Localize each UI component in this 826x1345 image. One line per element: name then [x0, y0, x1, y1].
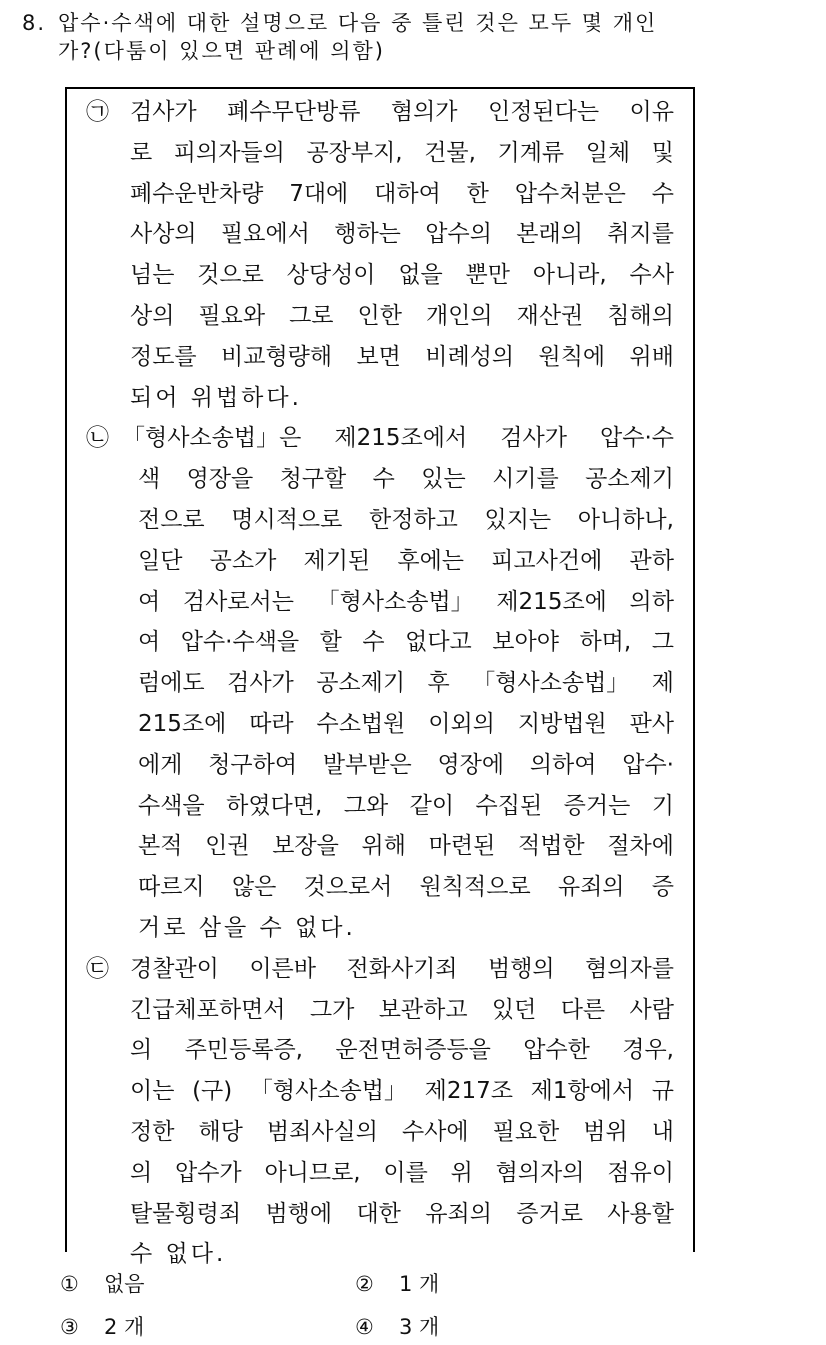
word: 여: [138, 629, 161, 655]
option-number: ④: [355, 1315, 374, 1339]
word: 그가: [309, 997, 355, 1023]
word: 정한: [130, 1119, 175, 1145]
word: 럼에도: [138, 670, 205, 696]
word: 없을: [398, 262, 443, 288]
option-text: 3 개: [399, 1315, 440, 1339]
word: 한정하고: [369, 507, 458, 533]
statement-text: [138, 505, 674, 535]
word: 상의: [130, 303, 175, 329]
option-number: ①: [60, 1272, 79, 1296]
word: 따라: [249, 711, 294, 737]
statement-text: [138, 587, 674, 617]
word: 보아야: [492, 629, 559, 655]
statement-text: [138, 872, 674, 902]
word: 경우,: [622, 1037, 674, 1063]
word: 긴급체포하면서: [130, 997, 286, 1023]
statement-text: [130, 1076, 674, 1106]
word: 사용할: [607, 1201, 674, 1227]
word: 있던: [491, 997, 537, 1023]
option-1[interactable]: [60, 1269, 145, 1299]
word: 본적: [138, 833, 183, 859]
statement-text: [138, 750, 674, 780]
word: 기계류: [497, 140, 565, 166]
word: 범행의: [487, 956, 555, 982]
word: 수: [362, 629, 385, 655]
word: 수집된: [475, 793, 543, 819]
word: 및: [651, 140, 674, 166]
word: 보장을: [272, 833, 339, 859]
word: 의하: [629, 589, 674, 615]
word: 일단: [138, 548, 183, 574]
word: 「형사소송법」: [316, 589, 474, 615]
statement-text: [138, 546, 674, 576]
word: 혐의자의: [495, 1160, 585, 1186]
word: 압수한: [523, 1037, 590, 1063]
statement-text: [130, 1158, 674, 1188]
word: 판사: [629, 711, 674, 737]
statement-text: 거로 삼을 수 없다.: [138, 915, 356, 941]
word: 유죄의: [557, 874, 625, 900]
word: 인한: [357, 303, 402, 329]
word: 제215조에서: [334, 425, 468, 451]
statement-text: [130, 954, 674, 984]
word: 같이: [409, 793, 455, 819]
statement-text: 수 없다.: [130, 1241, 227, 1267]
question-text: 가?(다툼이 있으면 판례에 의함): [58, 39, 385, 63]
statement-text: [130, 301, 674, 331]
word: 취지를: [607, 221, 674, 247]
word: 의하여: [529, 752, 597, 778]
word: 침해의: [607, 303, 674, 329]
statement-text: [138, 668, 674, 698]
word: 대하여: [374, 181, 441, 207]
word: 마련된: [428, 833, 496, 859]
word: 기: [651, 793, 674, 819]
word: 피고사건에: [491, 548, 603, 574]
word: 이를: [383, 1160, 428, 1186]
option-text: 2 개: [104, 1315, 145, 1339]
statement-text: [138, 464, 674, 494]
word: 검사가: [500, 425, 567, 451]
option-text: 1 개: [399, 1272, 440, 1296]
word: 압수·: [622, 752, 674, 778]
word: 보면: [356, 344, 401, 370]
word: 비례성의: [425, 344, 515, 370]
word: 피의자들의: [173, 140, 285, 166]
word: 검사가: [227, 670, 294, 696]
word: 따르지: [138, 874, 205, 900]
word: 영장을: [186, 466, 254, 492]
word: 공장부지,: [306, 140, 403, 166]
option-3[interactable]: [60, 1312, 144, 1342]
word: 7대에: [289, 181, 349, 207]
word: 「형사소송법」: [472, 670, 630, 696]
word: 재산권: [516, 303, 584, 329]
word: 증: [651, 874, 674, 900]
word: 제1항에서: [530, 1078, 635, 1104]
word: 대한: [356, 1201, 401, 1227]
statement-text: [130, 342, 674, 372]
word: 그와: [343, 793, 389, 819]
word: 주민등록증,: [184, 1037, 303, 1063]
word: 압수처분은: [514, 181, 626, 207]
word: 위배: [629, 344, 674, 370]
option-number: ②: [355, 1272, 374, 1296]
statement-text: [130, 1117, 674, 1147]
word: 그: [651, 629, 674, 655]
word: 없다고: [405, 629, 472, 655]
word: 범행에: [265, 1201, 333, 1227]
word: 「형사소송법」은: [122, 425, 302, 451]
word: 한: [466, 181, 489, 207]
word: 압수의: [425, 221, 492, 247]
word: 혐의가: [390, 99, 458, 125]
word: 수색을: [138, 793, 205, 819]
word: 「형사소송법」: [249, 1078, 407, 1104]
option-text: 없음: [104, 1272, 145, 1296]
word: 넘는: [130, 262, 175, 288]
statement-text: [130, 260, 674, 290]
word: 압수·수색을: [180, 629, 300, 655]
word: 것으로서: [303, 874, 393, 900]
word: 수: [651, 181, 674, 207]
word: 있지는: [484, 507, 552, 533]
word: 유죄의: [425, 1201, 492, 1227]
word: 압수가: [175, 1160, 242, 1186]
word: 하였다면,: [226, 793, 323, 819]
word: 제217조: [424, 1078, 513, 1104]
word: 검사가: [130, 99, 197, 125]
word: 일체: [585, 140, 631, 166]
word: 에게: [138, 752, 183, 778]
word: 사람: [629, 997, 674, 1023]
word: 있는: [421, 466, 466, 492]
statement-text: [122, 423, 674, 453]
word: 혐의자를: [585, 956, 674, 982]
word: 인정된다는: [487, 99, 600, 125]
word: 할: [319, 629, 342, 655]
statement-text: [130, 1199, 674, 1229]
word: 영장에: [437, 752, 505, 778]
word: 필요에서: [221, 221, 310, 247]
word: 규: [651, 1078, 674, 1104]
word: 아니므로,: [264, 1160, 361, 1186]
word: 개인의: [425, 303, 493, 329]
word: 않은: [231, 874, 277, 900]
word: 필요한: [492, 1119, 560, 1145]
statement-text: [138, 791, 674, 821]
word: 제: [651, 670, 674, 696]
option-number: ③: [60, 1315, 79, 1339]
word: 증거는: [563, 793, 631, 819]
statement-text: [130, 97, 674, 127]
statement-text: [138, 627, 674, 657]
statement-marker: ㉠: [86, 99, 109, 125]
statement-marker: ㉡: [86, 425, 109, 451]
statement-text: [130, 1035, 674, 1065]
word: 운전면허증등을: [335, 1037, 491, 1063]
word: 폐수무단방류: [227, 99, 361, 125]
word: 수사에: [401, 1119, 469, 1145]
statement-text: [130, 995, 674, 1025]
word: 본래의: [516, 221, 583, 247]
word: 사상의: [130, 221, 197, 247]
word: 행하는: [334, 221, 401, 247]
word: 절차에: [607, 833, 674, 859]
statement-text: [130, 179, 674, 209]
statement-text: 되어 위법하다.: [130, 385, 302, 411]
word: 폐수운반차량: [130, 181, 264, 207]
word: 점유이: [607, 1160, 674, 1186]
word: 원칙에: [538, 344, 606, 370]
word: 정도를: [130, 344, 197, 370]
word: 비교형량해: [221, 344, 333, 370]
word: 발부받은: [322, 752, 412, 778]
word: 수소법원: [316, 711, 406, 737]
word: 전으로: [138, 507, 205, 533]
statement-text: [138, 831, 674, 861]
word: 적법한: [517, 833, 585, 859]
word: 증거로: [516, 1201, 583, 1227]
word: 압수·수: [600, 425, 674, 451]
word: 후에는: [397, 548, 465, 574]
word: 로: [130, 140, 153, 166]
word: 필요와: [198, 303, 266, 329]
option-4[interactable]: [355, 1312, 439, 1342]
word: 것으로: [197, 262, 264, 288]
word: 여: [138, 589, 161, 615]
word: 관하: [629, 548, 674, 574]
word: 이는: [130, 1078, 175, 1104]
statement-text: [130, 138, 674, 168]
word: (구): [192, 1078, 233, 1104]
word: 이유: [629, 99, 674, 125]
word: 상당성이: [286, 262, 376, 288]
word: 지방법원: [517, 711, 607, 737]
word: 이른바: [249, 956, 316, 982]
statement-text: [130, 219, 674, 249]
word: 다른: [560, 997, 606, 1023]
statement-marker: ㉢: [86, 956, 109, 982]
word: 의: [130, 1037, 153, 1063]
word: 범죄사실의: [266, 1119, 378, 1145]
question-text: 압수·수색에 대한 설명으로 다음 중 틀린 것은 모두 몇 개인: [58, 11, 658, 35]
word: 청구할: [279, 466, 347, 492]
word: 명시적으로: [231, 507, 343, 533]
word: 제215조에: [496, 589, 607, 615]
word: 해당: [198, 1119, 243, 1145]
word: 건물,: [424, 140, 476, 166]
word: 뿐만: [465, 262, 510, 288]
word: 전화사기죄: [346, 956, 458, 982]
word: 후: [427, 670, 450, 696]
word: 제기된: [303, 548, 371, 574]
word: 아니하나,: [577, 507, 674, 533]
word: 공소가: [209, 548, 277, 574]
word: 청구하여: [208, 752, 298, 778]
word: 위해: [361, 833, 406, 859]
question-number: 8.: [22, 11, 47, 35]
word: 하며,: [579, 629, 632, 655]
word: 의: [130, 1160, 153, 1186]
word: 내: [651, 1119, 674, 1145]
word: 검사로서는: [182, 589, 294, 615]
word: 이외의: [428, 711, 495, 737]
word: 아니라,: [532, 262, 607, 288]
word: 색: [138, 466, 161, 492]
word: 그로: [289, 303, 334, 329]
word: 위: [450, 1160, 473, 1186]
word: 경찰관이: [130, 956, 219, 982]
statement-text: [138, 709, 674, 739]
word: 시기를: [492, 466, 559, 492]
word: 탈물횡령죄: [130, 1201, 242, 1227]
word: 원칙적으로: [419, 874, 531, 900]
word: 수: [372, 466, 395, 492]
word: 수사: [629, 262, 674, 288]
word: 215조에: [138, 711, 227, 737]
option-2[interactable]: [355, 1269, 439, 1299]
word: 공소제기: [316, 670, 406, 696]
word: 보관하고: [378, 997, 468, 1023]
word: 범위: [583, 1119, 628, 1145]
word: 공소제기: [585, 466, 674, 492]
word: 인권: [205, 833, 250, 859]
